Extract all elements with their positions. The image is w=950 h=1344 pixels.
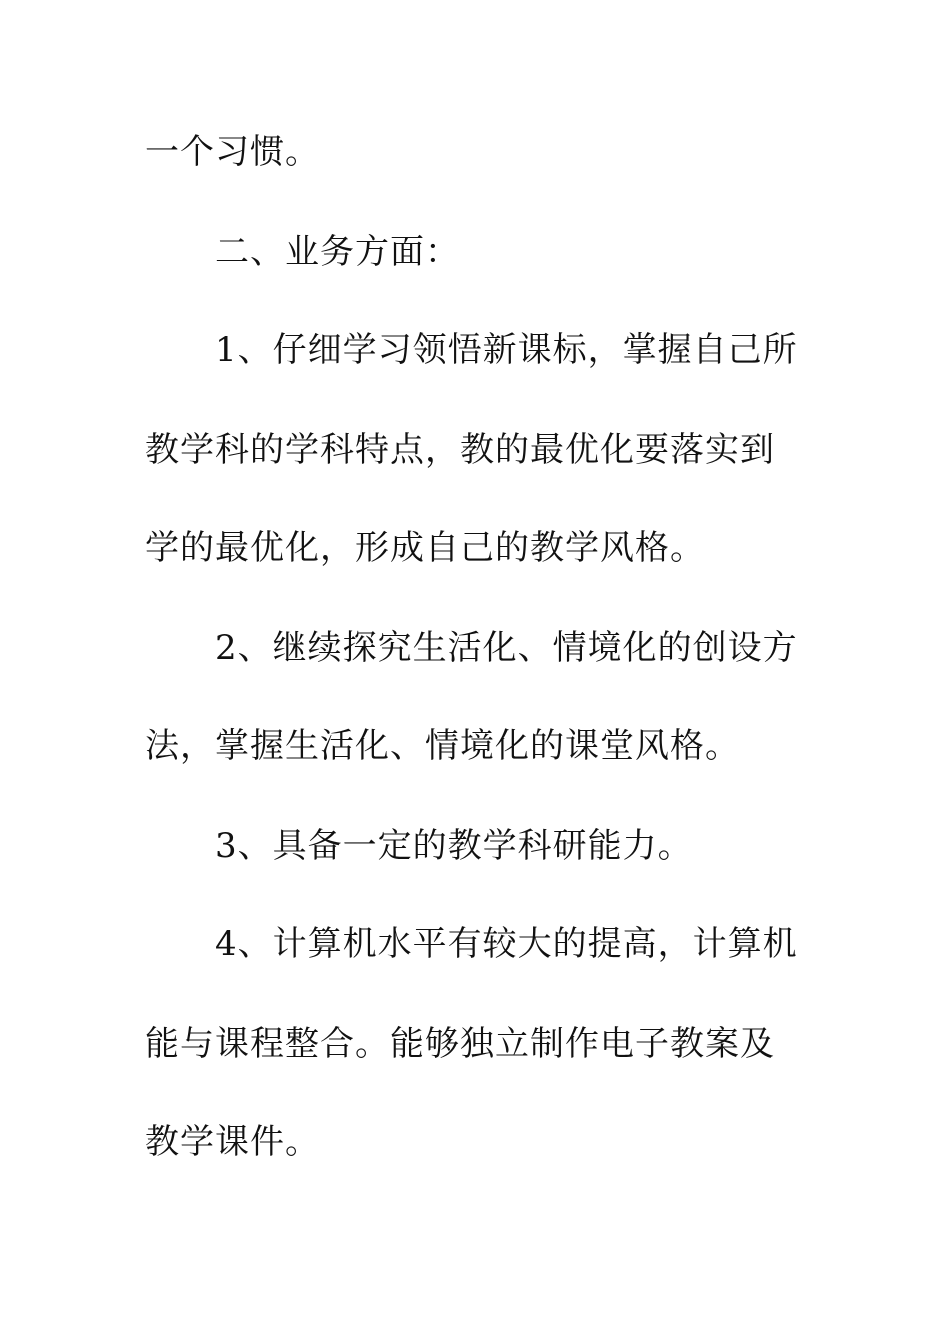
item-2-line-2: 法，掌握生活化、情境化的课堂风格。 (145, 726, 740, 766)
item-1-line-2: 教学科的学科特点，教的最优化要落实到 (145, 430, 775, 470)
section-heading-business: 二、业务方面： (215, 232, 460, 272)
item-4-line-3: 教学课件。 (145, 1122, 320, 1162)
item-4-line-1: 4、计算机水平有较大的提高，计算机 (215, 924, 798, 964)
item-1-line-3: 学的最优化，形成自己的教学风格。 (145, 528, 705, 568)
paragraph-line-1: 一个习惯。 (145, 132, 320, 172)
item-1-line-1: 1、仔细学习领悟新课标，掌握自己所 (215, 330, 798, 370)
item-4-line-2: 能与课程整合。能够独立制作电子教案及 (145, 1024, 775, 1064)
item-3-line-1: 3、具备一定的教学科研能力。 (215, 826, 693, 866)
item-2-line-1: 2、继续探究生活化、情境化的创设方 (215, 628, 798, 668)
